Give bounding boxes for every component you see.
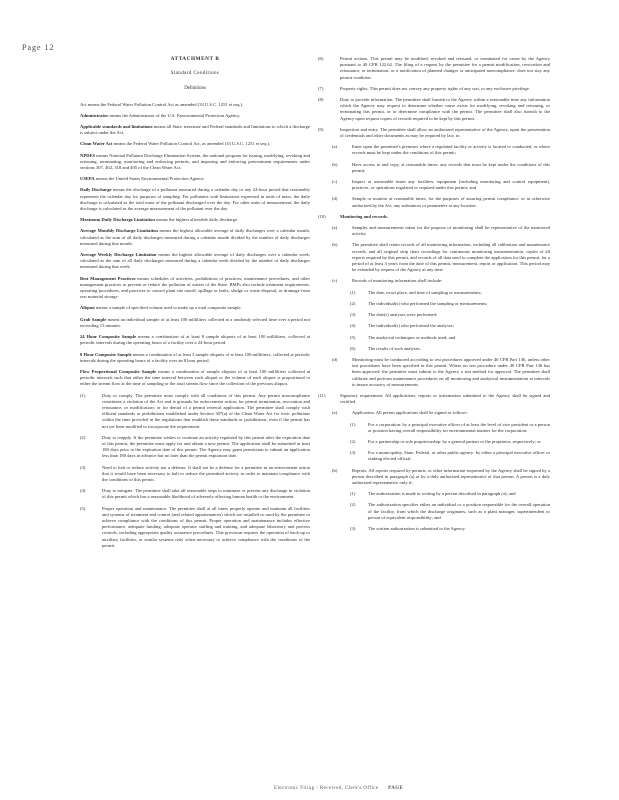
item-number: (c)	[332, 278, 338, 284]
records-item	[350, 335, 550, 341]
reports-item	[350, 491, 550, 497]
item-number: (a)	[332, 144, 338, 150]
definition-text: means the Administrator of the U.S. Environmental Protection Agency.	[109, 112, 241, 118]
item-number: (10)	[318, 213, 326, 219]
item-text: For a corporation: by a principal executive officer of at least the level of vice president or a person or position having overall responsibility for environmental matters for the corporation;	[368, 421, 550, 433]
application-list	[318, 422, 550, 463]
condition-item	[80, 488, 310, 500]
item-text: Inspection and entry. The permittee shall allow an authorized representative of the Agency, upon the presentation of credentials and other documents as may be required by law, to:	[340, 126, 550, 139]
definition-text: means the Federal Water Pollution Control Act, as amended (33 U.S.C. 1251 et seq.).	[113, 141, 271, 147]
application-item	[350, 450, 550, 462]
definition-text: means the highest allowable average of daily discharges over a calendar month, calculated as the sum of all daily discharges measured during a calendar month divided by the number of daily discharges measured during that month.	[80, 228, 310, 246]
monitoring-subitem	[332, 225, 550, 237]
definition-text: means National Pollutant Discharge Elimination System, the national program for issuing, modifying, revoking and reissuing, terminating, monitoring and enforcing permits, and imposing and enforcing pretreatment requirements under sections 307, 402, 318 and 405 of the Clean Water Act.	[80, 152, 310, 171]
definition-text: means a combination of sample aliquots of at least 100 milliliters collected at periodic intervals such that either the time interval between each aliquot or the volume of each aliquot is proportional to either the stream flow at the time of sampling or the total stream flow since the collection of the previous aliquot.	[80, 368, 311, 387]
reports-item	[350, 502, 550, 521]
signatory-subitem	[332, 410, 550, 416]
condition-item	[318, 86, 550, 92]
condition-item	[80, 506, 310, 549]
item-text: The individual(s) who performed the analyses;	[368, 323, 454, 329]
item-number: (6)	[350, 345, 356, 351]
item-text: Property rights. This permit does not convey any property rights of any sort, or any exclusive privilege.	[340, 85, 530, 91]
definition-text: means all State, interstate and Federal standards and limitations to which a discharge is subject under the Act.	[80, 124, 310, 136]
item-number: (3)	[350, 312, 356, 318]
reports-item	[350, 526, 550, 532]
inspection-subitem	[332, 144, 550, 156]
item-number: (1)	[350, 289, 356, 295]
definition-text: means an individual sample of at least 100 milliliters collected at a randomly selected time over a period not exceeding 15 minutes.	[80, 316, 310, 328]
definition-term: Applicable standards and limitations	[80, 124, 153, 130]
definition-term: NPDES	[80, 152, 96, 158]
definition-term: Aliquot	[80, 305, 95, 311]
item-number: (b)	[332, 242, 338, 248]
monitoring-subitems	[318, 225, 550, 285]
item-number: (2)	[350, 502, 356, 508]
item-text: Sample or monitor at reasonable times, for the purposes of assuring permit compliance, or as otherwise authorized by the Act, any substances or parameters at any location.	[352, 196, 550, 208]
definition-text: means a combination of at least 8 sample aliquots of at least 100 milliliters, collected at periodic intervals during the operating hours of a facility over a 24-hour period.	[80, 334, 310, 346]
item-text: Duty to comply. The permittee must comply with all conditions of this permit. Any permit noncompliance constitutes a violation of the Act and is grounds for enforcement action; for permit termination, revocation and reissuance, or modification; or for denial of a permit renewal application. The permittee shall comply with effluent standards or prohibitions established under Section 307(a) of the Clean Water Act for toxic pollutants within the time provided in the regulations that establish these standards or prohibitions, even if the permit has not yet been modified to incorporate the requirement.	[102, 392, 310, 429]
definitions-heading: Definitions	[184, 86, 206, 92]
condition-item	[318, 214, 550, 220]
item-text: Application. All permit applications shall be signed as follows:	[352, 410, 468, 416]
definition-text: means schedules of activities, prohibitions of practices, maintenance procedures, and other management practices to prevent or reduce the pollution of waters of the State. BMPs also include treatment requirements, operating procedures, and practices to control plant site runoff, spillage or leaks, sludge or waste disposal, or drainage from raw material storage.	[80, 275, 310, 300]
item-number: (2)	[350, 438, 356, 444]
item-number: (b)	[332, 467, 338, 473]
definition-text: means the highest allowable daily discharge.	[156, 217, 239, 223]
item-number: (11)	[318, 392, 326, 398]
item-number: (3)	[350, 525, 356, 531]
item-number: (1)	[350, 491, 356, 497]
footer-page: PAGE	[388, 786, 404, 791]
definition-term: 24 Hour Composite Sample	[80, 334, 137, 340]
definition	[80, 187, 310, 212]
item-text: Have access to and copy, at reasonable times, any records that must be kept under the conditions of this permit;	[352, 161, 550, 173]
item-number: (1)	[350, 421, 356, 427]
item-text: The permittee shall retain records of all monitoring information, including all calibration and maintenance records, and all original strip chart recordings for continuous monitoring instrumentation, copies of all reports required by this permit, and records of all data used to complete the application for this permit, for a period of at least 3 years from the date of this permit, measurement, report or application. This period may be extended by request of the Agency at any time.	[352, 242, 550, 273]
item-number: (d)	[332, 196, 338, 202]
definition-text: means a sample of specified volume used to make up a total composite sample.	[95, 305, 242, 311]
monitoring-subitem	[332, 278, 550, 284]
footer-text: Electronic Filing - Received, Clerk's Office	[274, 786, 379, 791]
definition	[80, 317, 310, 329]
definition-text: means the highest allowable average of daily discharges over a calendar week, calculated as the sum of all daily discharges measured during a calendar week divided by the number of daily discharges measured during that week.	[80, 252, 310, 270]
monitoring-subitem	[332, 357, 550, 388]
right-column	[318, 56, 550, 537]
item-number: (7)	[318, 85, 324, 91]
item-text: For a partnership or sole proprietorship: by a general partner or the proprietor, respectively; or	[368, 438, 541, 444]
left-column	[80, 56, 310, 554]
page-mark: Page 12	[22, 43, 55, 52]
item-number: (3)	[350, 450, 356, 456]
definition-term: Flow Proportional Composite Sample	[80, 368, 157, 374]
item-text: The results of such analyses.	[368, 345, 421, 351]
item-text: The date, exact place, and time of sampling or measurements;	[368, 289, 482, 295]
reports-list	[318, 491, 550, 532]
definition	[80, 252, 310, 271]
item-number: (b)	[332, 161, 338, 167]
item-number: (d)	[332, 356, 338, 362]
item-text: Duty to reapply. If the permittee wishes to continue an activity regulated by this permit after the expiration date of this permit, the permittee must apply for and obtain a new permit. The application shall be submitted at least 180 days prior to the expiration date of this permit. The Agency may grant permission to submit an application less than 180 days in advance but no later than the permit expiration date.	[102, 434, 310, 459]
item-text: Need to halt or reduce activity not a defense. It shall not be a defense for a permittee in an enforcement action that it would have been necessary to halt or reduce the permitted activity in order to maintain compliance with the conditions of this permit.	[102, 464, 310, 482]
condition-item	[80, 393, 310, 430]
definitions-list	[80, 113, 310, 388]
item-text: Duty to mitigate. The permittee shall take all reasonable steps to minimize or prevent any discharge in violation of this permit which has a reasonable likelihood of adversely affecting human health or the environment.	[102, 488, 310, 500]
item-number: (8)	[318, 97, 324, 103]
attachment-heading: ATTACHMENT B	[170, 56, 220, 62]
item-text: Samples and measurements taken for the purpose of monitoring shall be representative of the monitored activity.	[352, 225, 550, 237]
definition-term: Average Monthly Discharge Limitation	[80, 228, 158, 234]
records-item	[350, 323, 550, 329]
records-item	[350, 290, 550, 296]
definition	[80, 141, 310, 147]
item-text: The written authorization is submitted to the Agency.	[368, 525, 466, 531]
conditions-list-right	[318, 56, 550, 139]
item-number: (5)	[350, 334, 356, 340]
definition	[80, 176, 310, 182]
item-text: Monitoring and records.	[340, 213, 389, 219]
item-text: The date(s) analyses were performed;	[368, 312, 438, 318]
item-text: The individual(s) who performed the sampling or measurements;	[368, 300, 488, 306]
definition-text: means a combination of at least 3 sample aliquots of at least 100 milliliters, collected at periodic intervals during the operating hours of a facility over an 8 hour period.	[80, 351, 311, 363]
item-number: (5)	[80, 505, 86, 511]
item-number: (c)	[332, 179, 338, 185]
definition-term: 8 Hour Composite Sample	[80, 351, 132, 357]
item-number: (9)	[318, 126, 324, 132]
definition	[80, 369, 310, 388]
inspection-subitems	[318, 144, 550, 209]
condition-item	[80, 435, 310, 460]
item-number: (a)	[332, 410, 338, 416]
inspection-subitem	[332, 162, 550, 174]
inspection-subitem	[332, 179, 550, 191]
item-number: (6)	[318, 56, 324, 61]
application-item	[350, 422, 550, 434]
definition-text: means the United States Environmental Protection Agency.	[95, 176, 205, 182]
definition-term: Daily Discharge	[80, 187, 112, 193]
item-number: (2)	[80, 434, 86, 440]
definition	[80, 153, 310, 172]
item-text: The authorization specifies either an individual or a position responsible for the overall operation of the facility, from which the discharge originates, such as a plant manager, superintendent or person of equivalent responsibility; and	[368, 502, 550, 520]
item-text: Duty to provide information. The permittee shall furnish to the Agency within a reasonable time any information which the Agency may request to determine whether cause exists for modifying, revoking and reissuing, or terminating this permit, or to determine compliance with the permit. The permittee shall also furnish to the Agency upon request copies of records required to be kept by this permit.	[340, 97, 550, 121]
item-text: Reports. All reports required by permits, or other information requested by the Agency shall be signed by a person described in paragraph (a) or by a duly authorized representative of that person. A person is a duly authorized representative only if:	[352, 467, 550, 485]
definition-term: Best Management Practices	[80, 275, 136, 281]
footer	[274, 786, 403, 791]
standard-conditions-heading: Standard Conditions	[170, 71, 220, 77]
conditions-list-left	[80, 393, 310, 549]
item-number: (a)	[332, 225, 338, 231]
records-item	[350, 312, 550, 318]
item-text: Permit actions. This permit may be modified, revoked and reissued, or terminated for cause by the Agency pursuant to 40 CFR 122.62. The filing of a request by the permittee for a permit modification, revocation and reissuance, or termination, or a notification of planned changes or anticipated noncompliance, does not stay any permit condition.	[340, 56, 550, 80]
definition-act: Act means the Federal Water Pollution Control Act as amended (33 U.S.C. 1251 et seq.).	[80, 101, 244, 107]
definition-text: means the discharge of a pollutant measured during a calendar day or any 24-hour period that reasonably represents the calendar day for purposes of sampling. For pollutants with limitations expressed in units of mass, the daily discharge is calculated as the total mass of the pollutant discharged over the day. For other units of measurement, the daily discharge is calculated as the average measurement of the pollutant over the day.	[80, 187, 310, 212]
item-number: (2)	[350, 300, 356, 306]
definition-term: Maximum Daily Discharge Limitation	[80, 217, 155, 223]
item-text: Records of monitoring information shall include:	[352, 278, 443, 284]
application-item	[350, 439, 550, 445]
inspection-subitem	[332, 196, 550, 208]
definition	[80, 334, 310, 346]
definition-term: USEPA	[80, 176, 95, 182]
definition	[80, 352, 310, 364]
records-list	[318, 290, 550, 352]
definition	[80, 276, 310, 301]
item-text: The analytical techniques or methods used; and	[368, 334, 456, 340]
definition-term: Administrator	[80, 112, 109, 118]
item-text: Inspect at reasonable times any facilities, equipment (including monitoring and control equipment), practices, or operations regulated or required under this permit; and	[352, 179, 550, 191]
item-text: Enter upon the permittee's premises where a regulated facility or activity is located or conducted, or where records must be kept under the conditions of this permit;	[352, 144, 550, 156]
definition-term: Average Weekly Discharge Limitation	[80, 252, 157, 258]
condition-item	[318, 97, 550, 122]
definition-term: Grab Sample	[80, 316, 107, 322]
condition-item	[318, 127, 550, 139]
item-number: (3)	[80, 464, 86, 470]
item-text: Proper operation and maintenance. The permittee shall at all times properly operate and maintain all facilities and systems of treatment and control (and related appurtenances) which are installed or used by the permittee to achieve compliance with the conditions of this permit. Proper operation and maintenance includes effective performance, adequate funding, adequate operator staffing and training, and adequate laboratory and process controls, including appropriate quality assurance procedures. This provision requires the operation of back-up or auxiliary facilities, or similar systems only when necessary to achieve compliance with the conditions of the permit.	[102, 505, 310, 548]
definition-term: Clean Water Act	[80, 141, 113, 147]
signatory-subitem	[332, 468, 550, 487]
definition	[80, 124, 310, 136]
item-text: Signatory requirement. All applications, reports or information submitted to the Agency shall be signed and certified.	[340, 392, 550, 405]
condition-item	[318, 393, 550, 405]
item-text: For a municipality, State, Federal, or other public agency: by either a principal executive officer or ranking elected official.	[368, 450, 550, 462]
monitoring-subitem	[332, 242, 550, 273]
item-number: (4)	[80, 488, 86, 494]
condition-item	[80, 465, 310, 484]
signatory-subitems	[318, 410, 550, 416]
item-number: (4)	[350, 323, 356, 329]
item-number: (1)	[80, 392, 86, 398]
definition	[80, 217, 310, 223]
records-item	[350, 346, 550, 352]
item-text: Monitoring must be conducted according to test procedures approved under 40 CFR Part 136, unless other test procedures have been specified in this permit. Where no test procedure under 40 CFR Part 136 has been approved, the permittee must submit to the Agency a test method for approval. The permittee shall calibrate and perform maintenance procedures on all monitoring and analytical instrumentation at intervals to insure accuracy of measurements.	[352, 356, 550, 387]
definition	[80, 305, 310, 311]
records-item	[350, 301, 550, 307]
definition	[80, 113, 310, 119]
definition	[80, 228, 310, 247]
item-text: The authorization is made in writing by a person described in paragraph (a); and	[368, 491, 516, 497]
condition-item	[318, 56, 550, 81]
